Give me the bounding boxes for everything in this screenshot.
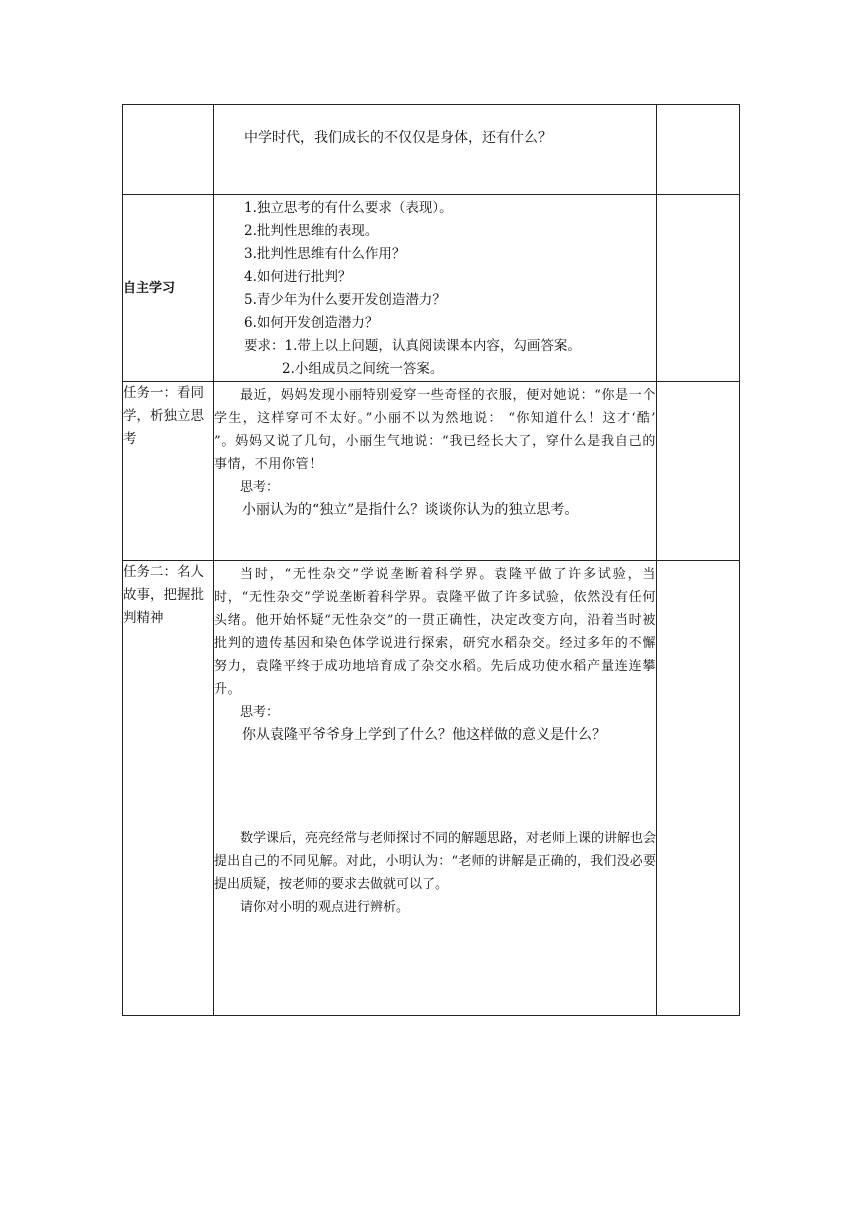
self-study-item-6: 6.如何开发创造潜力？ [244,315,379,331]
intro-label-cell [123,105,214,195]
self-study-item-5: 5.青少年为什么要开发创造潜力？ [244,292,446,308]
task2-question2: 请你对小明的观点进行辨析。 [240,900,410,915]
task1-content-cell [214,382,657,561]
task2-question: 你从袁隆平爷爷身上学到了什么？他这样做的意义是什么？ [242,727,606,743]
self-study-label: 自主学习 [123,195,214,382]
intro-question: 中学时代，我们成长的不仅仅是身体，还有什么？ [244,130,552,146]
self-study-notes-cell [657,195,740,382]
task2-story: 当时，“无性杂交”学说垄断着科学界。袁隆平做了许多试验，当时，“无性杂交”学说垄断着科学界。袁隆平做了许多试验，依然没有任何头绪。他开始怀疑“无性杂交”的一贯正确性，决定改变方向，沿着当时被批判的遗传基因和染色体学说进行探索，研究水稻杂交。经过多年的不懈努力，袁隆平终于成功地培育成了杂交水稻。先后成功使水稻产量连连攀升。 [214,567,656,697]
self-study-item-3: 3.批判性思维有什么作用？ [244,246,406,262]
task1-notes-cell [657,382,740,561]
task1-think-label: 思考： [240,480,280,495]
intro-notes-cell [657,105,740,195]
task2-content-cell [214,561,657,1016]
self-study-requirement-1: 要求：1.带上以上问题，认真阅读课本内容，勾画答案。 [244,338,581,354]
task1-label: 任务一：看同学，析独立思考 [123,382,214,561]
self-study-item-1: 1.独立思考的有什么要求（表现）。 [244,200,453,216]
self-study-item-2: 2.批判性思维的表现。 [244,223,379,239]
self-study-content-cell [214,195,657,382]
task2-think-label: 思考： [240,705,280,720]
lesson-plan-table [122,104,740,1016]
task2-label: 任务二：名人故事，把握批判精神 [123,561,214,1016]
task1-question: 小丽认为的“独立”是指什么？谈谈你认为的独立思考。 [242,502,579,518]
intro-content-cell [214,105,657,195]
task2-story2: 数学课后，亮亮经常与老师探讨不同的解题思路，对老师上课的讲解也会提出自己的不同见解。对此，小明认为：“老师的讲解是正确的，我们没必要提出质疑，按老师的要求去做就可以了。 [214,831,657,892]
task1-story: 最近，妈妈发现小丽特别爱穿一些奇怪的衣服，便对她说：“你是一个学生，这样穿可不太好。”小丽不以为然地说： “你知道什么！这才‘酷’ ”。妈妈又说了几句，小丽生气地说：“我已经长大了，穿什么是我自己的事情，不用你管！ [214,388,656,472]
intro-row [123,105,740,195]
task2-notes-cell [657,561,740,1016]
task2-row [123,561,740,1016]
self-study-row [123,195,740,382]
self-study-item-4: 4.如何进行批判？ [244,269,352,285]
task1-row [123,382,740,561]
self-study-requirement-2: 2.小组成员之间统一答案。 [282,361,444,377]
